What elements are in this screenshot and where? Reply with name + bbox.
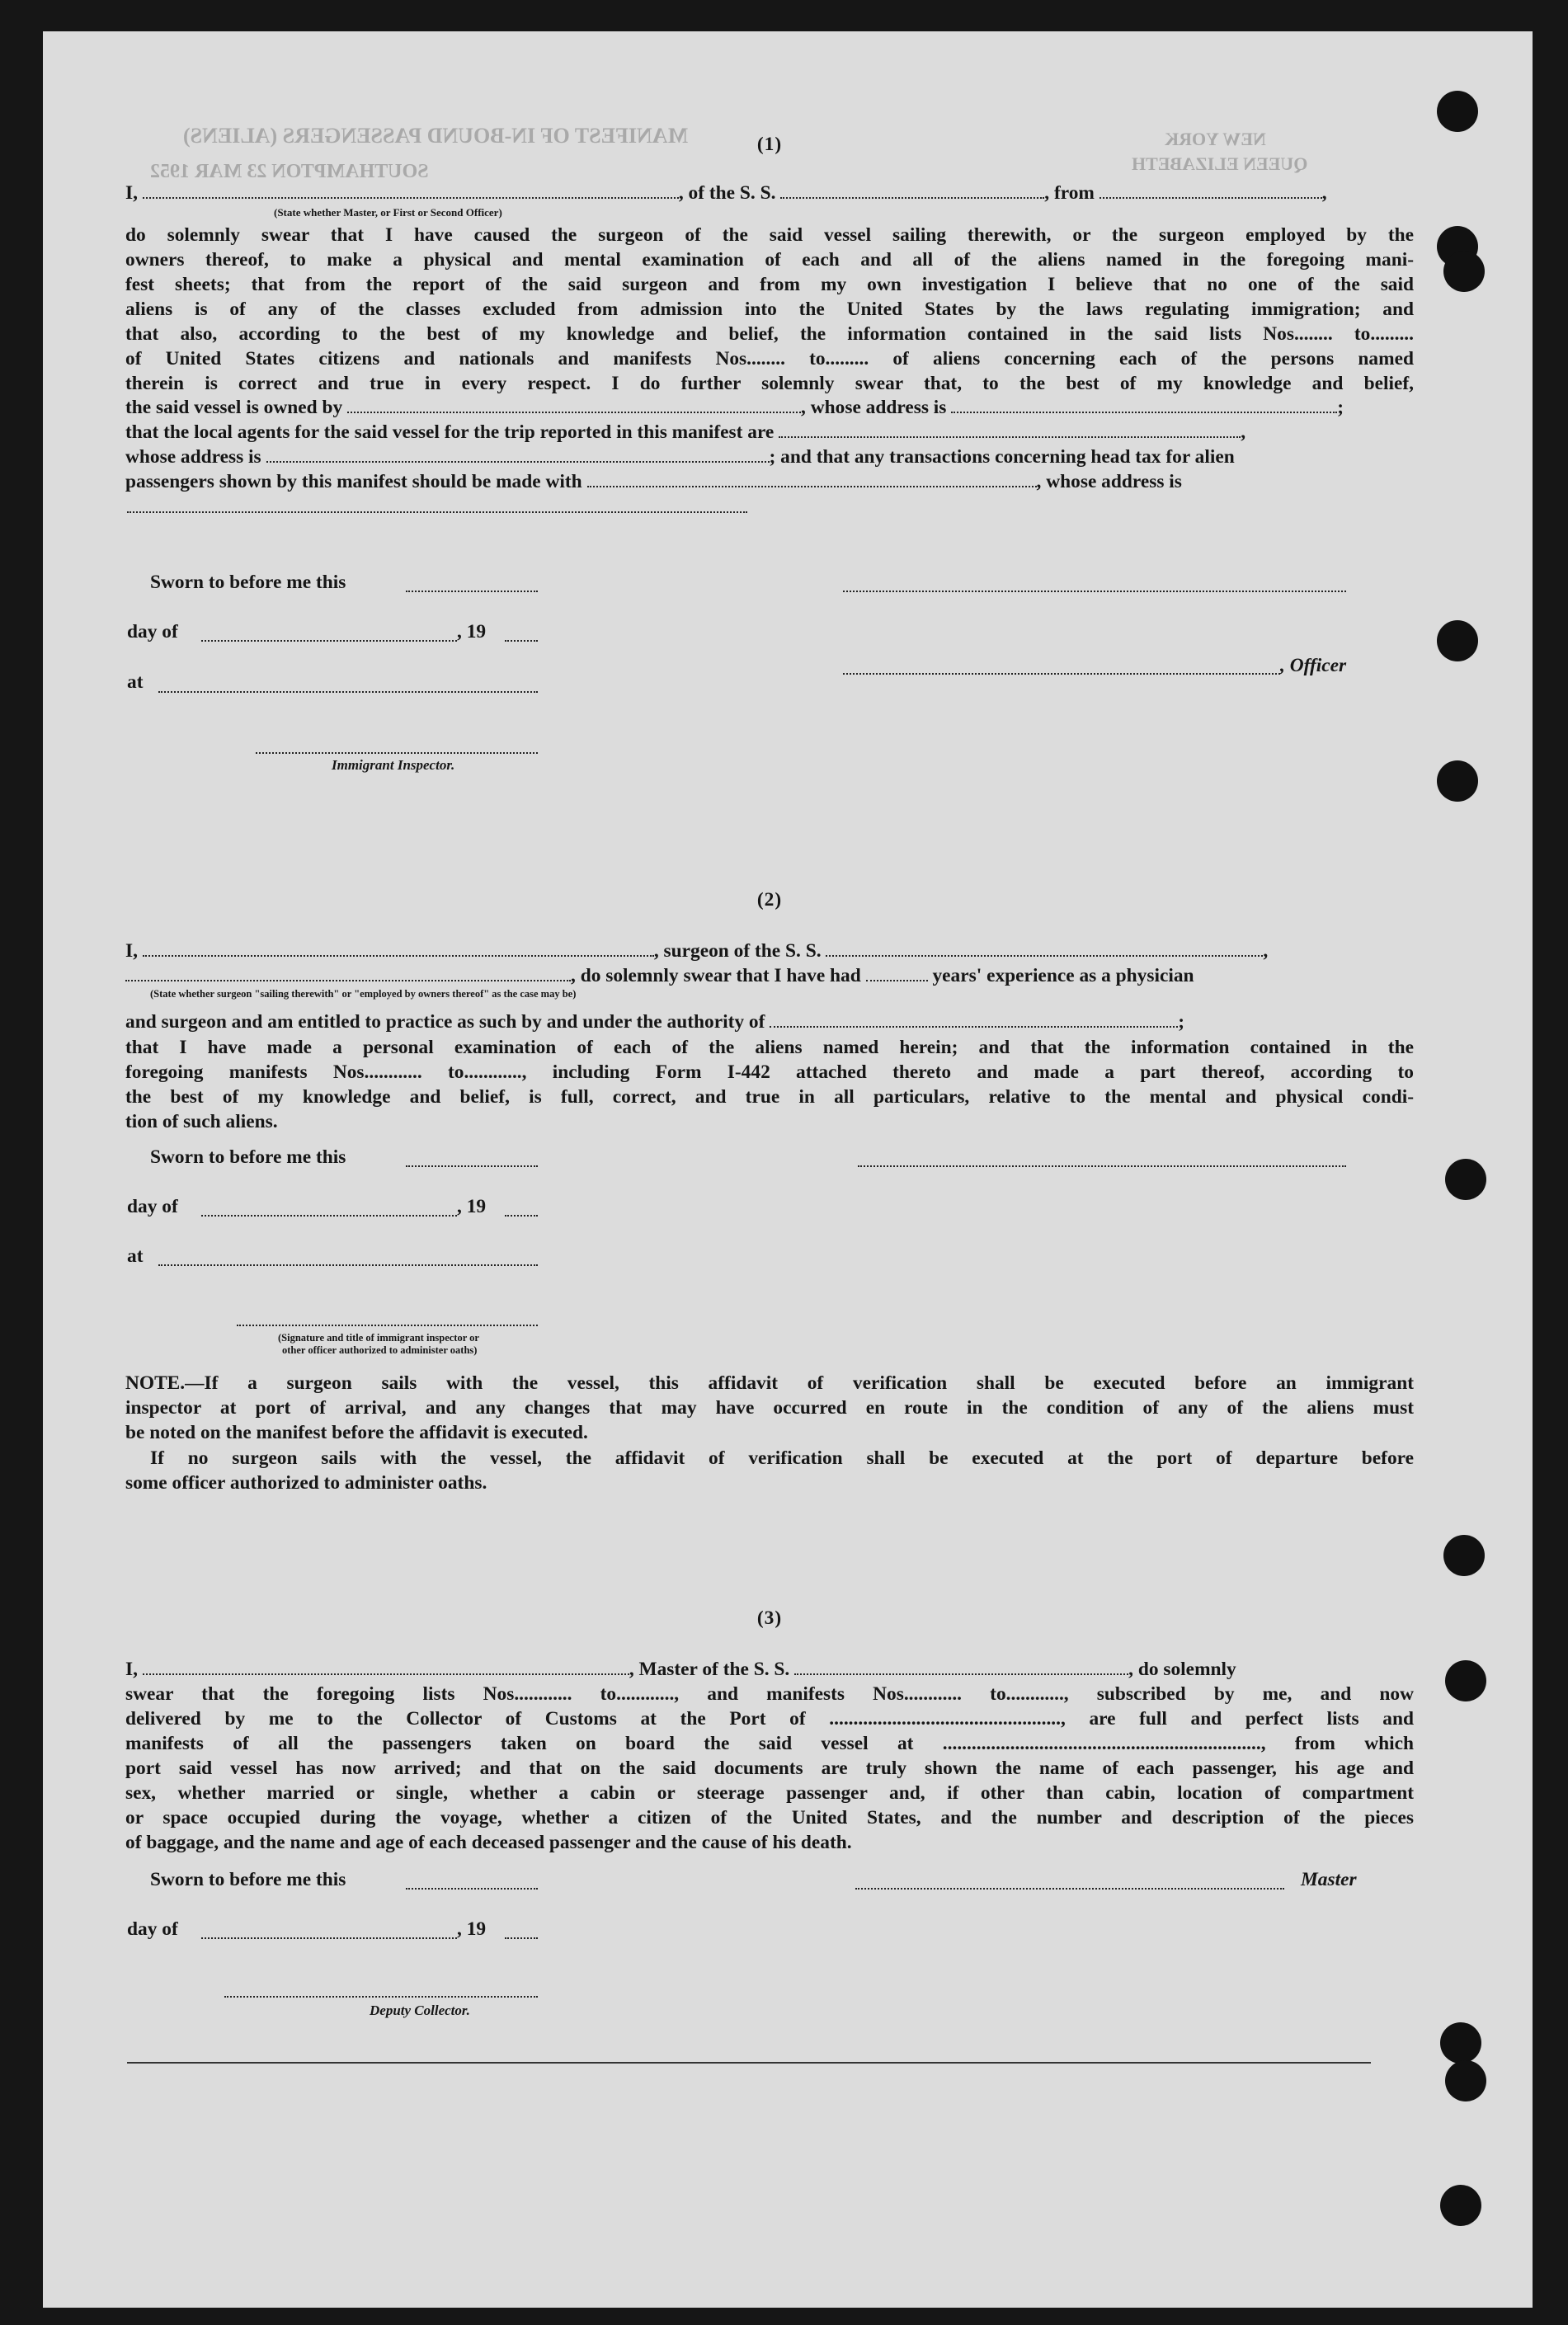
- text: ;: [1337, 397, 1344, 418]
- blank-ship-name: [780, 182, 1044, 199]
- day-of-label: day of: [127, 1196, 178, 1217]
- signature-caption: other officer authorized to administer oaths): [282, 1344, 478, 1356]
- blank-officer-title: [843, 673, 1280, 675]
- text: ,: [1263, 940, 1269, 962]
- agents-line: [125, 421, 1414, 444]
- blank-owner: [347, 397, 801, 413]
- text: whose address is: [125, 446, 261, 468]
- blank-from-port: [1099, 182, 1322, 199]
- nineteen-label: , 19: [457, 1196, 487, 1217]
- text: ; and that any transactions concerning head tax for alien: [769, 446, 1235, 468]
- oath-line: do solemnly swear that I have caused the surgeon of the said vessel sailing therewith, or the surgeon employed by the: [125, 224, 1414, 246]
- officer-caption: (State whether Master, or First or Second Officer): [274, 206, 502, 219]
- oath-line: delivered by me to the Collector of Customs at the Port of ................................................, are full and perfect lists and: [125, 1708, 1414, 1730]
- note-line: be noted on the manifest before the affidavit is executed.: [125, 1422, 588, 1443]
- blank-officer-signature: [843, 591, 1346, 592]
- blank-day-of: [201, 1937, 457, 1939]
- blank-year: [505, 640, 538, 642]
- section-number: (2): [756, 889, 783, 911]
- punch-hole: [1437, 91, 1478, 132]
- text: ;: [1178, 1011, 1185, 1033]
- officer-label: , Officer: [1280, 655, 1347, 676]
- oath-line: swear that the foregoing lists Nos............ to............, and manifests Nos............ to............, subscribed by me, and now: [125, 1683, 1414, 1705]
- blank-sworn-date: [406, 1888, 538, 1890]
- bleed-through-port: NEW YORK: [1165, 129, 1266, 149]
- oath-line: sex, whether married or single, whether a cabin or steerage passenger and, if other than cabin, location of compartment: [125, 1782, 1414, 1804]
- master-label: Master: [1301, 1869, 1357, 1890]
- text: , whose address is: [801, 397, 947, 418]
- text: , surgeon of the S. S.: [653, 940, 822, 962]
- blank-sworn-date: [406, 1165, 538, 1167]
- oath-line: manifests of all the passengers taken on board the said vessel at .................................................................., from which: [125, 1733, 1414, 1754]
- text: , do solemnly swear that I have had: [571, 965, 861, 986]
- oath-line: foregoing manifests Nos............ to............, including Form I-442 attached thereto and made a part thereof, according to: [125, 1061, 1414, 1083]
- oath-line: fest sheets; that from the report of the said surgeon and from my own investigation I believe that no one of the said: [125, 274, 1414, 295]
- oath-line: tion of such aliens.: [125, 1111, 278, 1132]
- punch-hole: [1440, 2185, 1481, 2226]
- note-line: NOTE.—If a surgeon sails with the vessel, this affidavit of verification shall be executed before an immigrant: [125, 1372, 1414, 1394]
- text: I,: [125, 1659, 138, 1680]
- experience-line: [125, 964, 1414, 987]
- blank-surgeon-signature: [858, 1165, 1346, 1167]
- day-of-label: day of: [127, 621, 178, 642]
- blank-year: [505, 1937, 538, 1939]
- surgeon-line: [125, 939, 1414, 962]
- blank-at-place: [158, 1264, 538, 1266]
- text: , from: [1044, 182, 1095, 204]
- deputy-collector-label: Deputy Collector.: [370, 2003, 470, 2018]
- punch-hole: [1445, 2060, 1486, 2101]
- oath-line: of United States citizens and nationals and manifests Nos........ to......... of aliens concerning each of the persons named: [125, 348, 1414, 369]
- text: ,: [1241, 421, 1246, 443]
- blank-year: [505, 1215, 538, 1217]
- blank-surgeon-name: [143, 940, 654, 957]
- at-label: at: [127, 671, 144, 693]
- at-label: at: [127, 1245, 144, 1267]
- note-line: inspector at port of arrival, and any changes that may have occurred en route in the condition of any of the aliens must: [125, 1397, 1414, 1419]
- blank-ship-name: [826, 940, 1263, 957]
- footer-rule: [127, 2062, 1371, 2064]
- oath-line: port said vessel has now arrived; and that on the said documents are truly shown the name of each passenger, his age and: [125, 1758, 1414, 1779]
- blank-surgeon-type: [125, 965, 571, 981]
- blank-master-signature: [855, 1888, 1284, 1890]
- bleed-through-ship: QUEEN ELIZABETH: [1132, 153, 1308, 174]
- oath-line: that also, according to the best of my knowledge and belief, the information contained in the said lists Nos........ to.........: [125, 323, 1414, 345]
- blank-inspector-signature: [237, 1325, 538, 1326]
- sworn-label: Sworn to before me this: [150, 1869, 346, 1890]
- blank-owner-address: [951, 397, 1337, 413]
- blank-master-name: [143, 1659, 629, 1675]
- owner-line: [125, 396, 1414, 419]
- agents-address-line: [125, 445, 1414, 468]
- sworn-label: Sworn to before me this: [150, 1146, 346, 1168]
- blank-ship-name: [794, 1659, 1128, 1675]
- text: I,: [125, 182, 138, 204]
- text: , whose address is: [1036, 471, 1182, 492]
- blank-inspector-signature: [256, 752, 538, 754]
- affidavits: [125, 31, 1414, 2258]
- punch-hole: [1437, 760, 1478, 802]
- blank-at-place: [158, 691, 538, 693]
- section-number: (3): [756, 1607, 783, 1629]
- blank-years: [866, 965, 928, 981]
- oath-line: aliens is of any of the classes excluded from admission into the United States by the laws regulating immigration; and: [125, 299, 1414, 320]
- text: ,: [1321, 182, 1327, 204]
- blank-head-tax-address: [127, 511, 747, 513]
- blank-agents: [779, 421, 1241, 438]
- blank-collector-signature: [224, 1996, 538, 1998]
- oath-line: of baggage, and the name and age of each deceased passenger and the cause of his death.: [125, 1832, 852, 1853]
- head-tax-line: [125, 470, 1414, 493]
- officer-line: [125, 181, 1414, 205]
- oath-line: that I have made a personal examination of each of the aliens named herein; and that the information contained in the: [125, 1037, 1414, 1058]
- bleed-through-port-date: SOUTHAMPTON 23 MAR 1952: [150, 161, 429, 182]
- document-page: [43, 31, 1533, 2308]
- blank-authority: [770, 1011, 1178, 1028]
- blank-day-of: [201, 640, 457, 642]
- surgeon-caption: (State whether surgeon "sailing therewith" or "employed by owners thereof" as the case may be): [150, 988, 577, 1000]
- nineteen-label: , 19: [457, 1918, 487, 1940]
- sworn-label: Sworn to before me this: [150, 572, 346, 593]
- oath-line: owners thereof, to make a physical and mental examination of each and all of the aliens named in the foregoing mani-: [125, 249, 1414, 271]
- nineteen-label: , 19: [457, 621, 487, 642]
- blank-agents-address: [266, 446, 770, 463]
- oath-line: therein is correct and true in every respect. I do further solemnly swear that, to the best of my knowledge and belief,: [125, 373, 1414, 394]
- text: I,: [125, 940, 138, 962]
- punch-hole: [1445, 1660, 1486, 1701]
- day-of-label: day of: [127, 1918, 178, 1940]
- text: and surgeon and am entitled to practice as such by and under the authority of: [125, 1011, 765, 1033]
- authority-line: [125, 1010, 1414, 1033]
- punch-hole: [1437, 620, 1478, 661]
- punch-hole: [1440, 2022, 1481, 2064]
- text: the said vessel is owned by: [125, 397, 343, 418]
- text: , Master of the S. S.: [629, 1659, 790, 1680]
- note-line: If no surgeon sails with the vessel, the affidavit of verification shall be executed at the port of departure before: [150, 1447, 1414, 1469]
- blank-officer-name: [143, 182, 679, 199]
- punch-hole: [1443, 251, 1485, 292]
- note-line: some officer authorized to administer oaths.: [125, 1472, 487, 1494]
- signature-caption: (Signature and title of immigrant inspector or: [278, 1332, 479, 1344]
- section-number: (1): [756, 134, 783, 155]
- punch-hole: [1443, 1535, 1485, 1576]
- inspector-label: Immigrant Inspector.: [332, 757, 455, 773]
- text: , of the S. S.: [678, 182, 776, 204]
- blank-head-tax-party: [587, 471, 1037, 487]
- blank-day-of: [201, 1215, 457, 1217]
- bleed-through-title: MANIFEST OF IN-BOUND PASSENGERS (ALIENS): [183, 124, 689, 148]
- master-line: [125, 1658, 1414, 1681]
- text: passengers shown by this manifest should be made with: [125, 471, 582, 492]
- text: years' experience as a physician: [932, 965, 1194, 986]
- text: , do solemnly: [1128, 1659, 1236, 1680]
- text: that the local agents for the said vessel for the trip reported in this manifest are: [125, 421, 775, 443]
- blank-sworn-date: [406, 591, 538, 592]
- oath-line: or space occupied during the voyage, whether a citizen of the United States, and the number and description of the pieces: [125, 1807, 1414, 1828]
- punch-hole: [1445, 1159, 1486, 1200]
- oath-line: the best of my knowledge and belief, is full, correct, and true in all particulars, relative to the mental and physical condi-: [125, 1086, 1414, 1108]
